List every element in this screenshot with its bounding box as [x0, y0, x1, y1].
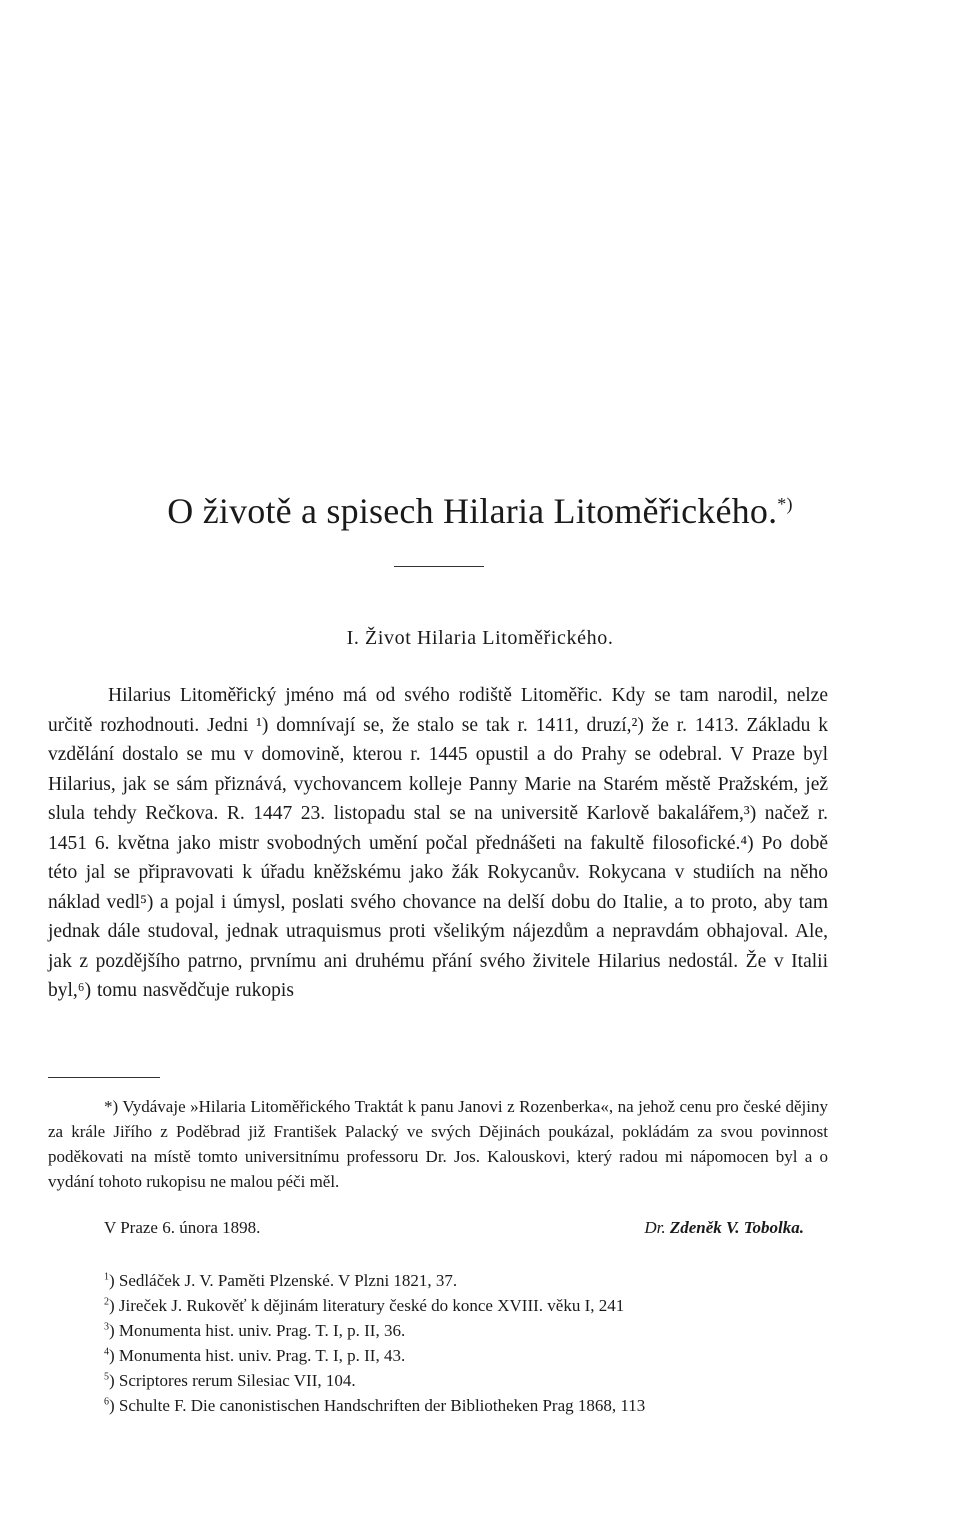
footnotes-list [104, 1268, 828, 1418]
editor-note-text: *) Vydávaje »Hilaria Litoměřického Traktát k panu Janovi z Rozenberka«, na jehož cenu pro české dějiny za krále Jiřího z Poděbrad již František Palacký ve svých Dějinách poukázal, pokládám za svou povinnost poděkovati na místě tomto universitnímu professoru Dr. Jos. Kalouskovi, který radou mi nápomocen byl a o vydání tohoto rukopisu ne malou péči měl. [48, 1097, 828, 1191]
footnote-text: Monumenta hist. univ. Prag. T. I, p. II, 43. [118, 1346, 406, 1365]
footnote-text: Jireček J. Rukověť k dějinám literatury české do konce XVIII. věku I, 241 [118, 1296, 625, 1315]
footnote-text: Sedláček J. V. Paměti Plzenské. V Plzni 1821, 37. [118, 1271, 458, 1290]
signature-name: Zdeněk V. Tobolka. [669, 1218, 804, 1237]
body-text [48, 681, 828, 1006]
article-title-text: O životě a spisech Hilaria Litoměřického. [167, 491, 778, 531]
title-divider [394, 566, 484, 567]
footnote-mark: 6 [104, 1396, 109, 1408]
footnote: $^2$) Jireček J. Rukověť k dějinám literatury české do konce XVIII. věku I, 241 [104, 1296, 625, 1315]
editor-note [48, 1094, 828, 1194]
section-heading: I. Život Hilaria Litoměřického. [346, 627, 614, 649]
footnote: $^4$) Monumenta hist. univ. Prag. T. I, p. II, 43. [104, 1346, 406, 1365]
footnote-divider [48, 1077, 160, 1078]
footnote-mark: 4 [104, 1346, 109, 1358]
footnote-text: Schulte F. Die canonistischen Handschriften der Bibliotheken Prag 1868, 113 [118, 1396, 646, 1415]
article-title [48, 490, 912, 532]
footnote: $^3$) Monumenta hist. univ. Prag. T. I, p. II, 36. [104, 1321, 406, 1340]
footnote-mark: 1 [104, 1271, 109, 1283]
body-paragraph: Hilarius Litoměřický jméno má od svého rodiště Litoměřic. Kdy se tam narodil, nelze určitě rozhodnouti. Jedni ¹) domnívají se, že stalo se tak r. 1411, druzí,²) že r. 1413. Základu k vzdělání dostalo se mu v domovině, kterou r. 1445 opustil a do Prahy se odebral. V Praze byl Hilarius, jak se sám přiznává, vychovancem kolleje Panny Marie na Starém městě Pražském, jež slula tehdy Rečkova. R. 1447 23. listopadu stal se na universitě Karlově bakalářem,³) načež r. 1451 6. května jako mistr svobodných umění počal přednášeti na fakultě filosofické.⁴) Po době této jal se připravovati k úřadu kněžskému jako žák Rokycanův. Rokycana v studiích na něho náklad vedl⁵) a pojal i úmysl, poslati svého chovance na delší dobu do Italie, a to proto, aby tam jednak dále studoval, jednak utraquismus proti všelikým nájezdům a nepravdám obhajoval. Ale, jak z pozdějšího patrno, prvnímu ani druhému přání svého živitele Hilarius nedostál. Že v Italii byl,⁶) tomu nasvědčuje rukopis [48, 685, 828, 1001]
signature-line [104, 1218, 804, 1238]
title-footnote-mark: *) [777, 494, 793, 514]
footnote: $^6$) Schulte F. Die canonistischen Handschriften der Bibliotheken Prag 1868, 113 [104, 1396, 646, 1415]
signature [644, 1218, 804, 1238]
place-date: V Praze 6. února 1898. [104, 1218, 261, 1237]
footnote-text: Scriptores rerum Silesiac VII, 104. [118, 1371, 356, 1390]
footnote: $^5$) Scriptores rerum Silesiac VII, 104. [104, 1371, 356, 1390]
signature-title: Dr. [644, 1218, 666, 1237]
footnote-mark: 5 [104, 1371, 109, 1383]
footnote-mark: 3 [104, 1321, 109, 1333]
footnote: $^1$) Sedláček J. V. Paměti Plzenské. V Plzni 1821, 37. [104, 1271, 458, 1290]
footnote-mark: 2 [104, 1296, 109, 1308]
footnote-text: Monumenta hist. univ. Prag. T. I, p. II, 36. [118, 1321, 406, 1340]
